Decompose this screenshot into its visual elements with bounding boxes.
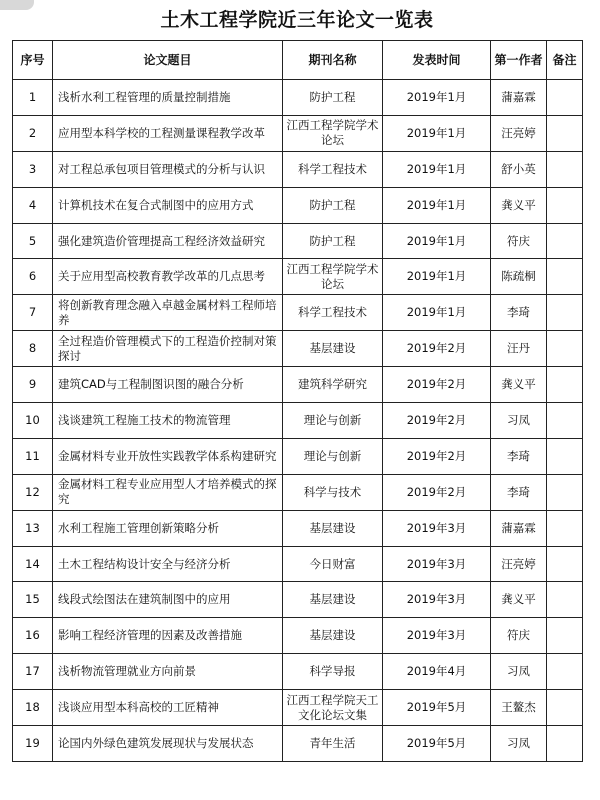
cell-note bbox=[547, 510, 583, 546]
cell-journal: 科学与技术 bbox=[283, 474, 383, 510]
cell-date: 2019年3月 bbox=[383, 618, 491, 654]
table-header-row bbox=[13, 41, 583, 80]
cell-index: 11 bbox=[13, 438, 53, 474]
cell-index: 17 bbox=[13, 654, 53, 690]
cell-title: 线段式绘图法在建筑制图中的应用 bbox=[53, 582, 283, 618]
table-row bbox=[13, 403, 583, 439]
cell-title: 浅析水利工程管理的质量控制措施 bbox=[53, 80, 283, 116]
table-row bbox=[13, 80, 583, 116]
cell-title: 全过程造价管理模式下的工程造价控制对策探讨 bbox=[53, 331, 283, 367]
cell-author: 蒲嘉霖 bbox=[491, 510, 547, 546]
cell-journal: 理论与创新 bbox=[283, 403, 383, 439]
cell-note bbox=[547, 295, 583, 331]
cell-author: 习凤 bbox=[491, 403, 547, 439]
cell-index: 12 bbox=[13, 474, 53, 510]
cell-title: 关于应用型高校教育教学改革的几点思考 bbox=[53, 259, 283, 295]
cell-journal: 科学导报 bbox=[283, 654, 383, 690]
table-row bbox=[13, 187, 583, 223]
cell-author: 龚义平 bbox=[491, 367, 547, 403]
cell-journal: 基层建设 bbox=[283, 582, 383, 618]
cell-date: 2019年1月 bbox=[383, 295, 491, 331]
cell-author: 舒小英 bbox=[491, 151, 547, 187]
cell-journal: 江西工程学院天工文化论坛文集 bbox=[283, 690, 383, 726]
cell-note bbox=[547, 403, 583, 439]
cell-author: 龚义平 bbox=[491, 582, 547, 618]
cell-title: 金属材料专业开放性实践教学体系构建研究 bbox=[53, 438, 283, 474]
cell-note bbox=[547, 618, 583, 654]
cell-index: 4 bbox=[13, 187, 53, 223]
table-row bbox=[13, 582, 583, 618]
cell-note bbox=[547, 726, 583, 762]
cell-journal: 基层建设 bbox=[283, 618, 383, 654]
table-row bbox=[13, 367, 583, 403]
cell-date: 2019年2月 bbox=[383, 367, 491, 403]
cell-journal: 基层建设 bbox=[283, 510, 383, 546]
cell-title: 金属材料工程专业应用型人才培养模式的探究 bbox=[53, 474, 283, 510]
cell-author: 汪丹 bbox=[491, 331, 547, 367]
cell-index: 14 bbox=[13, 546, 53, 582]
cell-date: 2019年3月 bbox=[383, 510, 491, 546]
cell-note bbox=[547, 654, 583, 690]
cell-index: 13 bbox=[13, 510, 53, 546]
cell-title: 强化建筑造价管理提高工程经济效益研究 bbox=[53, 223, 283, 259]
cell-note bbox=[547, 223, 583, 259]
cell-title: 应用型本科学校的工程测量课程教学改革 bbox=[53, 115, 283, 151]
cell-index: 18 bbox=[13, 690, 53, 726]
cell-date: 2019年1月 bbox=[383, 151, 491, 187]
cell-title: 对工程总承包项目管理模式的分析与认识 bbox=[53, 151, 283, 187]
cell-date: 2019年2月 bbox=[383, 331, 491, 367]
table-row bbox=[13, 331, 583, 367]
header-author: 第一作者 bbox=[491, 41, 547, 80]
cell-date: 2019年3月 bbox=[383, 582, 491, 618]
table-row bbox=[13, 115, 583, 151]
table-row bbox=[13, 510, 583, 546]
cell-index: 15 bbox=[13, 582, 53, 618]
papers-table bbox=[12, 40, 583, 762]
cell-title: 水利工程施工管理创新策略分析 bbox=[53, 510, 283, 546]
cell-author: 李琦 bbox=[491, 438, 547, 474]
cell-date: 2019年3月 bbox=[383, 546, 491, 582]
cell-note bbox=[547, 438, 583, 474]
cell-journal: 防护工程 bbox=[283, 80, 383, 116]
cell-journal: 理论与创新 bbox=[283, 438, 383, 474]
cell-author: 李琦 bbox=[491, 295, 547, 331]
cell-title: 浅谈建筑工程施工技术的物流管理 bbox=[53, 403, 283, 439]
cell-index: 10 bbox=[13, 403, 53, 439]
cell-journal: 青年生活 bbox=[283, 726, 383, 762]
cell-date: 2019年1月 bbox=[383, 115, 491, 151]
cell-author: 龚义平 bbox=[491, 187, 547, 223]
cell-journal: 基层建设 bbox=[283, 331, 383, 367]
cell-journal: 江西工程学院学术论坛 bbox=[283, 115, 383, 151]
page-title: 土木工程学院近三年论文一览表 bbox=[160, 9, 434, 31]
cell-note bbox=[547, 259, 583, 295]
cell-index: 9 bbox=[13, 367, 53, 403]
cell-index: 16 bbox=[13, 618, 53, 654]
cell-index: 19 bbox=[13, 726, 53, 762]
cell-author: 汪亮婷 bbox=[491, 546, 547, 582]
cell-author: 汪亮婷 bbox=[491, 115, 547, 151]
header-index: 序号 bbox=[13, 41, 53, 80]
cell-note bbox=[547, 187, 583, 223]
cell-title: 浅析物流管理就业方向前景 bbox=[53, 654, 283, 690]
table-row bbox=[13, 259, 583, 295]
cell-note bbox=[547, 546, 583, 582]
table-row bbox=[13, 726, 583, 762]
header-journal: 期刊名称 bbox=[283, 41, 383, 80]
cell-date: 2019年5月 bbox=[383, 726, 491, 762]
cell-author: 李琦 bbox=[491, 474, 547, 510]
cell-date: 2019年5月 bbox=[383, 690, 491, 726]
cell-note bbox=[547, 80, 583, 116]
cell-date: 2019年1月 bbox=[383, 187, 491, 223]
cell-date: 2019年2月 bbox=[383, 403, 491, 439]
table-row bbox=[13, 223, 583, 259]
cell-date: 2019年2月 bbox=[383, 474, 491, 510]
cell-date: 2019年1月 bbox=[383, 80, 491, 116]
cell-index: 3 bbox=[13, 151, 53, 187]
table-body bbox=[13, 80, 583, 762]
cell-index: 1 bbox=[13, 80, 53, 116]
cell-note bbox=[547, 582, 583, 618]
cell-journal: 今日财富 bbox=[283, 546, 383, 582]
cell-author: 符庆 bbox=[491, 223, 547, 259]
cell-date: 2019年1月 bbox=[383, 259, 491, 295]
cell-note bbox=[547, 474, 583, 510]
table-row bbox=[13, 654, 583, 690]
cell-title: 论国内外绿色建筑发展现状与发展状态 bbox=[53, 726, 283, 762]
cell-title: 将创新教育理念融入卓越金属材料工程师培养 bbox=[53, 295, 283, 331]
cell-journal: 建筑科学研究 bbox=[283, 367, 383, 403]
cell-date: 2019年4月 bbox=[383, 654, 491, 690]
table-row bbox=[13, 474, 583, 510]
cell-journal: 江西工程学院学术论坛 bbox=[283, 259, 383, 295]
cell-index: 7 bbox=[13, 295, 53, 331]
cell-note bbox=[547, 367, 583, 403]
cell-date: 2019年2月 bbox=[383, 438, 491, 474]
cell-date: 2019年1月 bbox=[383, 223, 491, 259]
cell-note bbox=[547, 115, 583, 151]
cell-title: 计算机技术在复合式制图中的应用方式 bbox=[53, 187, 283, 223]
cell-author: 王鳌杰 bbox=[491, 690, 547, 726]
cell-index: 5 bbox=[13, 223, 53, 259]
table-row bbox=[13, 295, 583, 331]
cell-index: 6 bbox=[13, 259, 53, 295]
cell-title: 土木工程结构设计安全与经济分析 bbox=[53, 546, 283, 582]
cell-title: 影响工程经济管理的因素及改善措施 bbox=[53, 618, 283, 654]
cell-note bbox=[547, 151, 583, 187]
cell-title: 建筑CAD与工程制图识图的融合分析 bbox=[53, 367, 283, 403]
header-note: 备注 bbox=[547, 41, 583, 80]
table-row bbox=[13, 690, 583, 726]
cell-journal: 科学工程技术 bbox=[283, 295, 383, 331]
cell-journal: 防护工程 bbox=[283, 187, 383, 223]
cell-author: 习凤 bbox=[491, 654, 547, 690]
cell-author: 习凤 bbox=[491, 726, 547, 762]
cell-journal: 防护工程 bbox=[283, 223, 383, 259]
table-row bbox=[13, 618, 583, 654]
cell-author: 蒲嘉霖 bbox=[491, 80, 547, 116]
cell-index: 2 bbox=[13, 115, 53, 151]
cell-title: 浅谈应用型本科高校的工匠精神 bbox=[53, 690, 283, 726]
cell-note bbox=[547, 690, 583, 726]
table-row bbox=[13, 546, 583, 582]
table-row bbox=[13, 438, 583, 474]
cell-index: 8 bbox=[13, 331, 53, 367]
cell-note bbox=[547, 331, 583, 367]
cell-author: 符庆 bbox=[491, 618, 547, 654]
header-date: 发表时间 bbox=[383, 41, 491, 80]
table-row bbox=[13, 151, 583, 187]
header-title: 论文题目 bbox=[53, 41, 283, 80]
cell-journal: 科学工程技术 bbox=[283, 151, 383, 187]
cell-author: 陈疏桐 bbox=[491, 259, 547, 295]
